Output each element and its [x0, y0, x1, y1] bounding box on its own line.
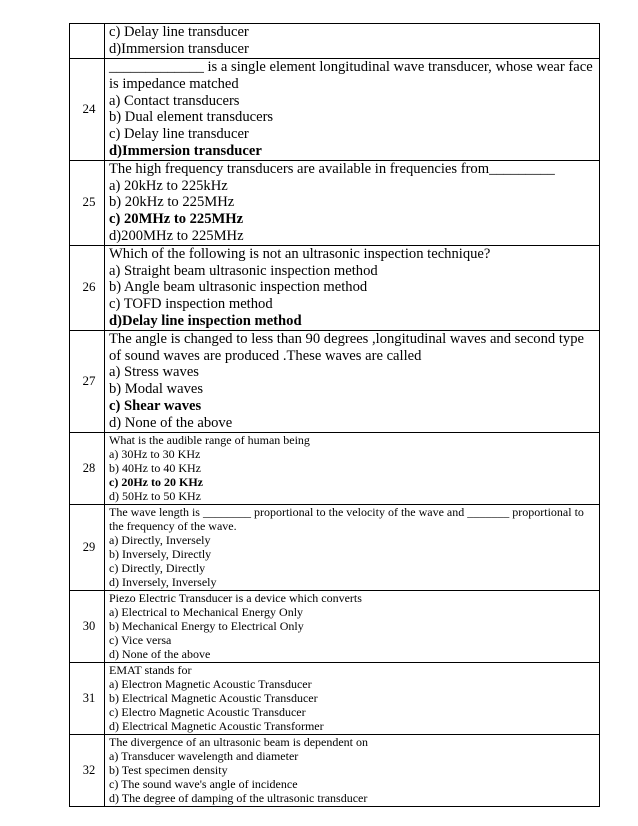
- question-cell: [105, 504, 600, 590]
- question-number: 26: [70, 245, 105, 330]
- option: a) Straight beam ultrasonic inspection method: [109, 262, 378, 279]
- correct-option: c) Shear waves: [109, 397, 202, 414]
- option: a) Electron Magnetic Acoustic Transducer: [109, 676, 312, 691]
- option: b) Modal waves: [109, 381, 204, 398]
- correct-option: d)Immersion transducer: [109, 142, 262, 159]
- question-text: The divergence of an ultrasonic beam is dependent on: [109, 734, 369, 749]
- table-row: [70, 662, 600, 734]
- option: b) Mechanical Energy to Electrical Only: [109, 618, 304, 633]
- option: b) Test specimen density: [109, 762, 228, 777]
- option: d) 50Hz to 50 KHz: [109, 489, 201, 504]
- option: c) TOFD inspection method: [109, 296, 273, 313]
- question-cell: [105, 734, 600, 806]
- option: c) Delay line transducer: [109, 24, 249, 41]
- option: b) 40Hz to 40 KHz: [109, 460, 201, 475]
- question-text: _____________ is a single element longitudinal wave transducer, whose wear face is impedance matched: [109, 59, 593, 92]
- option: d) None of the above: [109, 647, 211, 662]
- option: a) Transducer wavelength and diameter: [109, 748, 299, 763]
- question-cell: [105, 59, 600, 161]
- option: b) Electrical Magnetic Acoustic Transducer: [109, 690, 318, 705]
- question-number: 32: [70, 734, 105, 806]
- question-cell: [105, 245, 600, 330]
- question-text: The wave length is ________ proportional to the velocity of the wave and _______ proportional to the frequency of the wave.: [109, 504, 584, 533]
- table-row: [70, 245, 600, 330]
- question-text: The angle is changed to less than 90 degrees ,longitudinal waves and second type of sound waves are produced .These waves are called: [109, 330, 584, 364]
- question-cell: [105, 432, 600, 504]
- table-row: [70, 432, 600, 504]
- option: a) Contact transducers: [109, 92, 240, 109]
- option: a) 30Hz to 30 KHz: [109, 446, 201, 461]
- question-cell: [105, 662, 600, 734]
- option: a) Directly, Inversely: [109, 532, 211, 547]
- question-number: [70, 24, 105, 59]
- question-number: 30: [70, 590, 105, 662]
- table-row: [70, 160, 600, 245]
- option: c) The sound wave's angle of incidence: [109, 777, 298, 792]
- option: d) Electrical Magnetic Acoustic Transformer: [109, 719, 324, 734]
- question-number: 31: [70, 662, 105, 734]
- correct-option: c) 20Hz to 20 KHz: [109, 475, 203, 490]
- option: d) None of the above: [109, 414, 233, 431]
- option: d) Inversely, Inversely: [109, 575, 217, 590]
- option: c) Delay line transducer: [109, 126, 249, 143]
- option: d)Immersion transducer: [109, 41, 249, 57]
- question-number: 28: [70, 432, 105, 504]
- table-row: [70, 590, 600, 662]
- question-text: What is the audible range of human being: [109, 432, 310, 447]
- option: a) 20kHz to 225kHz: [109, 177, 228, 194]
- question-text: The high frequency transducers are available in frequencies from_________: [109, 160, 555, 177]
- option: c) Vice versa: [109, 633, 172, 648]
- option: b) 20kHz to 225MHz: [109, 194, 235, 211]
- question-text: EMAT stands for: [109, 662, 192, 677]
- correct-option: c) 20MHz to 225MHz: [109, 211, 244, 228]
- table-row: [70, 734, 600, 806]
- option: d)200MHz to 225MHz: [109, 227, 244, 244]
- question-table: [69, 23, 600, 807]
- question-cell: [105, 24, 600, 59]
- question-text: Which of the following is not an ultrasonic inspection technique?: [109, 245, 491, 262]
- question-cell: [105, 160, 600, 245]
- question-number: 25: [70, 160, 105, 245]
- question-cell: [105, 590, 600, 662]
- question-number: 27: [70, 330, 105, 432]
- question-text: Piezo Electric Transducer is a device which converts: [109, 590, 362, 605]
- question-number: 24: [70, 59, 105, 161]
- option: b) Angle beam ultrasonic inspection method: [109, 279, 368, 296]
- table-row: [70, 504, 600, 590]
- question-cell: [105, 330, 600, 432]
- option: c) Directly, Directly: [109, 561, 206, 576]
- option: d) The degree of damping of the ultrasonic transducer: [109, 791, 368, 806]
- option: b) Dual element transducers: [109, 109, 274, 126]
- table-row: [70, 24, 600, 59]
- option: a) Electrical to Mechanical Energy Only: [109, 604, 304, 619]
- option: c) Electro Magnetic Acoustic Transducer: [109, 705, 306, 720]
- table-row: [70, 330, 600, 432]
- question-number: 29: [70, 504, 105, 590]
- correct-option: d)Delay line inspection method: [109, 312, 302, 329]
- option: a) Stress waves: [109, 364, 199, 381]
- table-row: [70, 59, 600, 161]
- option: b) Inversely, Directly: [109, 547, 212, 562]
